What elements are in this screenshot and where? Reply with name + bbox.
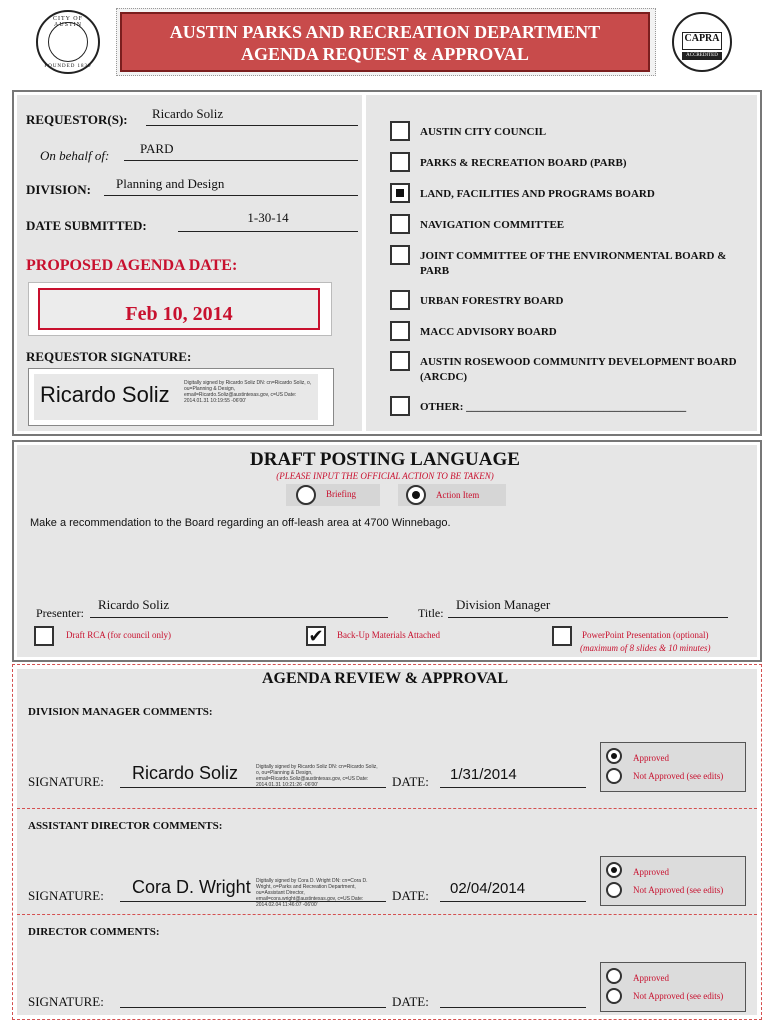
approved-label: Approved <box>633 867 669 877</box>
section-divider <box>17 808 757 809</box>
section-heading: DIRECTOR COMMENTS: <box>28 926 160 938</box>
date-submitted-field[interactable] <box>178 210 358 232</box>
requestor-signature-field[interactable] <box>34 374 318 420</box>
date-value: 02/04/2014 <box>450 880 526 897</box>
board-checkbox[interactable] <box>390 183 410 203</box>
draft-posting-text[interactable]: Make a recommendation to the Board regarding an off-leash area at 4700 Winnebago. <box>30 517 451 529</box>
powerpoint-checkbox[interactable] <box>552 626 572 646</box>
review-title: AGENDA REVIEW & APPROVAL <box>261 670 509 687</box>
date-label: DATE: <box>392 888 429 903</box>
board-checkbox[interactable] <box>390 121 410 141</box>
powerpoint-note: (maximum of 8 slides & 10 minutes) <box>580 643 711 653</box>
signature-field[interactable] <box>120 980 386 1008</box>
behalf-label: On behalf of: <box>40 148 110 163</box>
briefing-option[interactable] <box>286 484 380 506</box>
board-checkbox-label: PARKS & RECREATION BOARD (PARB) <box>420 157 627 169</box>
agenda-date-field[interactable] <box>38 288 320 330</box>
signature-digital: Digitally signed by Cora D. Wright DN: cn=Cora D. Wright, o=Parks and Recreation Department, ou=Assistant Director, email=cora.wright@austintexas.gov, c=US Date: 2014.02.04 11:46:07 -06'00' <box>256 878 368 908</box>
requestors-label: REQUESTOR(S): <box>26 112 128 127</box>
date-submitted-label: DATE SUBMITTED: <box>26 218 147 233</box>
board-checkbox-label: AUSTIN CITY COUNCIL <box>420 126 547 138</box>
seal-text: CITY OF AUSTIN <box>53 16 83 28</box>
requestors-field[interactable] <box>146 106 358 126</box>
action-item-radio[interactable] <box>406 485 426 505</box>
agenda-date-value: Feb 10, 2014 <box>125 303 233 325</box>
proposed-agenda-date-label: PROPOSED AGENDA DATE: <box>26 257 238 274</box>
title-label: Title: <box>418 606 444 620</box>
board-checkbox[interactable] <box>390 152 410 172</box>
approved-radio[interactable] <box>606 748 622 764</box>
board-checkbox[interactable] <box>390 321 410 341</box>
presenter-field[interactable] <box>90 597 388 618</box>
board-checkbox-label: MACC ADVISORY BOARD <box>420 326 557 338</box>
check-mark-icon: ✔ <box>308 626 324 646</box>
title-field[interactable] <box>448 597 728 618</box>
date-field[interactable] <box>440 980 586 1008</box>
requestor-signature-label: REQUESTOR SIGNATURE: <box>26 349 192 364</box>
approved-radio[interactable] <box>606 968 622 984</box>
board-checkbox-label: OTHER: ________________________________________ <box>420 401 687 413</box>
board-checkbox-label: LAND, FACILITIES AND PROGRAMS BOARD <box>420 188 655 200</box>
behalf-field[interactable] <box>124 141 358 161</box>
section-heading: ASSISTANT DIRECTOR COMMENTS: <box>28 820 223 832</box>
division-label: DIVISION: <box>26 182 92 197</box>
board-checkbox-label: NAVIGATION COMMITTEE <box>420 219 565 231</box>
board-checkbox[interactable] <box>390 214 410 234</box>
requestor-signature-digital: Digitally signed by Ricardo Soliz DN: cn=Ricardo Soliz, o, ou=Planning & Design, email=Ricardo.Soliz@austintexas.gov, c=US Date: 2014.01.31 10:19:55 -06'00' <box>184 380 312 404</box>
board-checkbox[interactable] <box>390 396 410 416</box>
draft-subtitle: (PLEASE INPUT THE OFFICIAL ACTION TO BE TAKEN) <box>276 471 494 481</box>
draft-rca-label: Draft RCA (for council only) <box>66 630 171 640</box>
approval-box <box>600 742 746 792</box>
presenter-label: Presenter: <box>36 606 84 620</box>
title-line-2: AGENDA REQUEST & APPROVAL <box>241 44 529 64</box>
seal-emblem <box>48 22 88 62</box>
board-checkbox[interactable] <box>390 290 410 310</box>
city-seal-logo <box>36 10 100 74</box>
division-field[interactable] <box>104 176 358 196</box>
draft-title: DRAFT POSTING LANGUAGE <box>250 449 520 470</box>
approval-box <box>600 856 746 906</box>
date-submitted-value: 1-30-14 <box>247 210 289 225</box>
board-checkbox-label: AUSTIN ROSEWOOD COMMUNITY DEVELOPMENT BOARD (ARCDC) <box>420 356 737 383</box>
briefing-radio[interactable] <box>296 485 316 505</box>
behalf-value: PARD <box>140 141 174 156</box>
backup-materials-label: Back-Up Materials Attached <box>337 630 440 640</box>
requestors-value: Ricardo Soliz <box>152 106 224 121</box>
draft-rca-checkbox[interactable] <box>34 626 54 646</box>
not-approved-label: Not Approved (see edits) <box>633 771 724 781</box>
title-line-1: AUSTIN PARKS AND RECREATION DEPARTMENT <box>169 22 601 42</box>
approved-label: Approved <box>633 753 669 763</box>
not-approved-label: Not Approved (see edits) <box>633 991 724 1001</box>
signature-name: Cora D. Wright <box>132 877 251 897</box>
approved-radio[interactable] <box>606 862 622 878</box>
briefing-label: Briefing <box>326 489 356 499</box>
date-label: DATE: <box>392 774 429 789</box>
capra-text: CAPRA <box>682 32 722 50</box>
seal-year: FOUNDED 1839 <box>44 64 92 69</box>
section-heading: DIVISION MANAGER COMMENTS: <box>28 706 213 718</box>
powerpoint-label: PowerPoint Presentation (optional) <box>582 630 709 640</box>
approved-label: Approved <box>633 973 669 983</box>
requestor-signature-name: Ricardo Soliz <box>40 382 170 407</box>
signature-label: SIGNATURE: <box>28 994 104 1009</box>
capra-logo <box>672 12 732 72</box>
board-checkbox[interactable] <box>390 245 410 265</box>
not-approved-label: Not Approved (see edits) <box>633 885 724 895</box>
date-label: DATE: <box>392 994 429 1009</box>
presenter-value: Ricardo Soliz <box>98 597 170 612</box>
not-approved-radio[interactable] <box>606 768 622 784</box>
backup-materials-checkbox[interactable] <box>306 626 326 646</box>
board-checkbox[interactable] <box>390 351 410 371</box>
date-field[interactable] <box>440 760 586 788</box>
signature-label: SIGNATURE: <box>28 888 104 903</box>
capra-sub: ACCREDITED <box>682 52 722 60</box>
board-checkbox-label: JOINT COMMITTEE OF THE ENVIRONMENTAL BOARD & PARB <box>420 250 727 277</box>
signature-field[interactable] <box>120 760 386 788</box>
signature-field[interactable] <box>120 874 386 908</box>
not-approved-radio[interactable] <box>606 988 622 1004</box>
signature-name: Ricardo Soliz <box>132 763 239 783</box>
title-value: Division Manager <box>456 597 551 612</box>
signature-digital: Digitally signed by Ricardo Soliz DN: cn=Ricardo Soliz, o, ou=Planning & Design, email=Ricardo.Soliz@austintexas.gov, c=US Date: 2014.01.31 10:21:26 -06'00' <box>256 764 378 788</box>
action-item-label: Action Item <box>436 490 480 500</box>
board-checkbox-label: URBAN FORESTRY BOARD <box>420 295 564 307</box>
date-field[interactable] <box>440 874 586 902</box>
date-value: 1/31/2014 <box>450 766 517 783</box>
page-title <box>120 12 650 72</box>
division-value: Planning and Design <box>116 176 225 191</box>
signature-label: SIGNATURE: <box>28 774 104 789</box>
approval-box <box>600 962 746 1012</box>
not-approved-radio[interactable] <box>606 882 622 898</box>
action-item-option[interactable] <box>398 484 506 506</box>
section-divider <box>17 914 757 915</box>
